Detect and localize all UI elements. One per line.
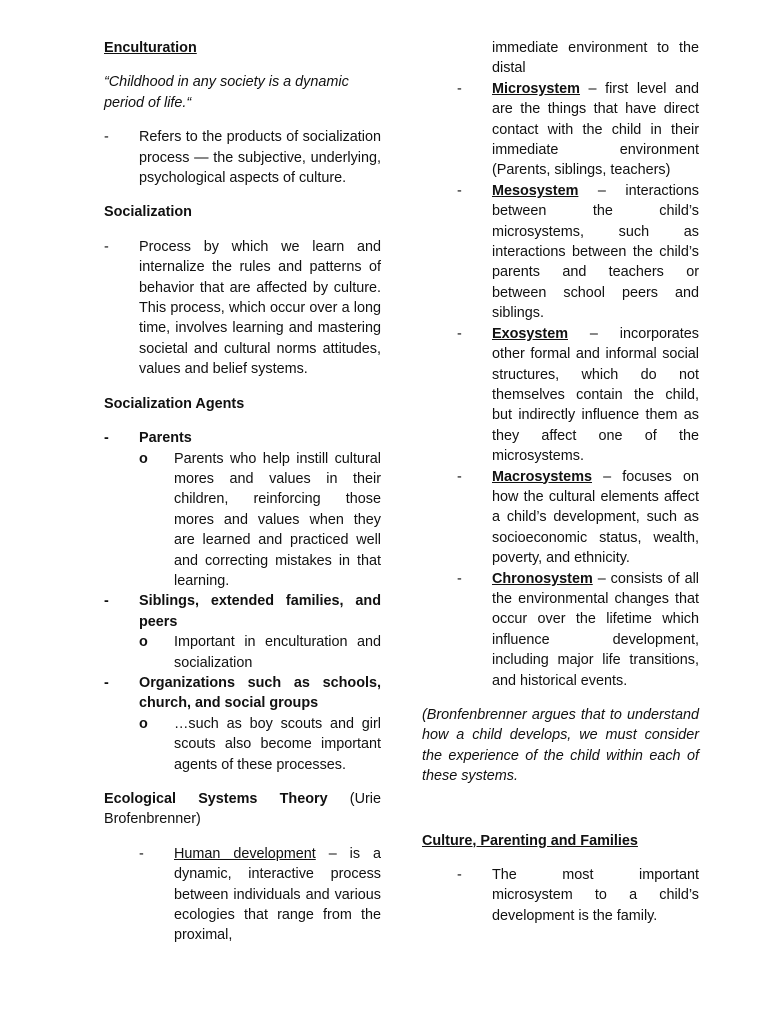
socialization-heading: Socialization bbox=[104, 204, 192, 221]
dash-marker: - bbox=[104, 129, 109, 146]
system-item-mesosystem bbox=[422, 181, 699, 324]
agent-label: Organizations such as schools, church, and social groups bbox=[139, 674, 381, 712]
bullet-marker: o bbox=[139, 634, 148, 651]
system-term: Macrosystems bbox=[492, 468, 592, 485]
agent-item-organizations bbox=[104, 673, 381, 714]
dash-marker: - bbox=[104, 238, 109, 255]
system-text: – consists of all the environmental changes that occur over the lifetime which influence development, including major life transitions, and historical events. bbox=[492, 570, 699, 689]
system-term: Microsystem bbox=[492, 80, 580, 97]
dash-marker: - bbox=[139, 845, 144, 862]
system-text: – focuses on how the cultural elements affect a child’s development, such as socioeconomic status, wealth, poverty, and ethnicity. bbox=[492, 468, 699, 567]
system-item-microsystem bbox=[422, 79, 699, 181]
dash-marker: - bbox=[457, 182, 462, 199]
ecological-heading bbox=[104, 789, 381, 830]
agent-sub-organizations bbox=[104, 714, 381, 775]
system-item-exosystem bbox=[422, 324, 699, 467]
culture-item bbox=[422, 865, 699, 926]
culture-text: The most important microsystem to a child’s development is the family. bbox=[492, 867, 699, 924]
human-development-text: – is a dynamic, interactive process between individuals and various ecologies that range from the proximal, bbox=[174, 845, 381, 944]
agent-label: Siblings, extended families, and peers bbox=[139, 593, 381, 630]
system-text: – incorporates other formal and informal social structures, which do not themselves contain the child, but indirectly influence them as they affect one of the microsystems. bbox=[492, 325, 699, 465]
ecological-author: (Urie Brofenbrenner) bbox=[104, 791, 381, 828]
system-term: Chronosystem bbox=[492, 570, 593, 587]
human-development-term: Human development bbox=[174, 845, 316, 862]
right-column bbox=[422, 38, 699, 926]
system-item-chronosystem bbox=[422, 569, 699, 691]
agent-item-parents bbox=[104, 428, 381, 448]
socialization-item bbox=[104, 237, 381, 380]
dash-marker: - bbox=[457, 80, 462, 97]
system-term: Exosystem bbox=[492, 325, 568, 342]
left-column bbox=[104, 38, 381, 946]
enculturation-text: Refers to the products of socialization process — the subjective, underlying, psychological aspects of culture. bbox=[139, 129, 381, 187]
system-text: – first level and are the things that have direct contact with the child in their immediate environment (Parents, siblings, teachers) bbox=[492, 80, 699, 179]
agents-heading: Socialization Agents bbox=[104, 395, 245, 412]
agent-sub-parents bbox=[104, 449, 381, 592]
system-term: Mesosystem bbox=[492, 182, 579, 199]
bullet-marker: o bbox=[139, 450, 148, 467]
agent-item-siblings bbox=[104, 591, 381, 632]
agent-sub-text: …such as boy scouts and girl scouts also become important agents of these processes. bbox=[174, 715, 381, 773]
enculturation-heading: Enculturation bbox=[104, 40, 197, 56]
dash-marker: - bbox=[457, 570, 462, 587]
agent-sub-siblings bbox=[104, 632, 381, 673]
system-item-macrosystems bbox=[422, 467, 699, 569]
bullet-marker: o bbox=[139, 715, 148, 732]
agent-sub-text: Parents who help instill cultural mores and values in their children, reinforcing those mores and values when they are learned and practiced well and correcting mistakes in that learning. bbox=[174, 450, 381, 589]
agent-label: Parents bbox=[139, 430, 192, 447]
dash-marker: - bbox=[457, 325, 462, 342]
enculturation-item bbox=[104, 127, 381, 188]
system-text: – interactions between the child’s microsystems, such as interactions between the child’s parents and teachers or between school peers and siblings. bbox=[492, 182, 699, 322]
socialization-text: Process by which we learn and internalize the rules and patterns of behavior that are affected by culture. This process, which occur over a long time, involves learning and mastering societal and cultural norms attitudes, values and belief systems. bbox=[139, 238, 381, 378]
dash-marker: - bbox=[457, 468, 462, 485]
dash-marker: - bbox=[457, 867, 462, 884]
dash-marker: - bbox=[104, 430, 109, 447]
agent-sub-text: Important in enculturation and socialization bbox=[174, 634, 381, 671]
dash-marker: - bbox=[104, 593, 109, 610]
dash-marker: - bbox=[104, 674, 109, 691]
culture-heading: Culture, Parenting and Families bbox=[422, 832, 638, 849]
continuation-text: immediate environment to the distal bbox=[492, 40, 699, 77]
enculturation-quote: “Childhood in any society is a dynamic period of life.“ bbox=[104, 74, 349, 111]
human-development-item bbox=[104, 844, 381, 946]
bronfenbrenner-note: (Bronfenbrenner argues that to understand how a child develops, we must consider the experience of the child within each of these systems. bbox=[422, 707, 699, 785]
ecological-title: Ecological Systems Theory bbox=[104, 791, 328, 807]
